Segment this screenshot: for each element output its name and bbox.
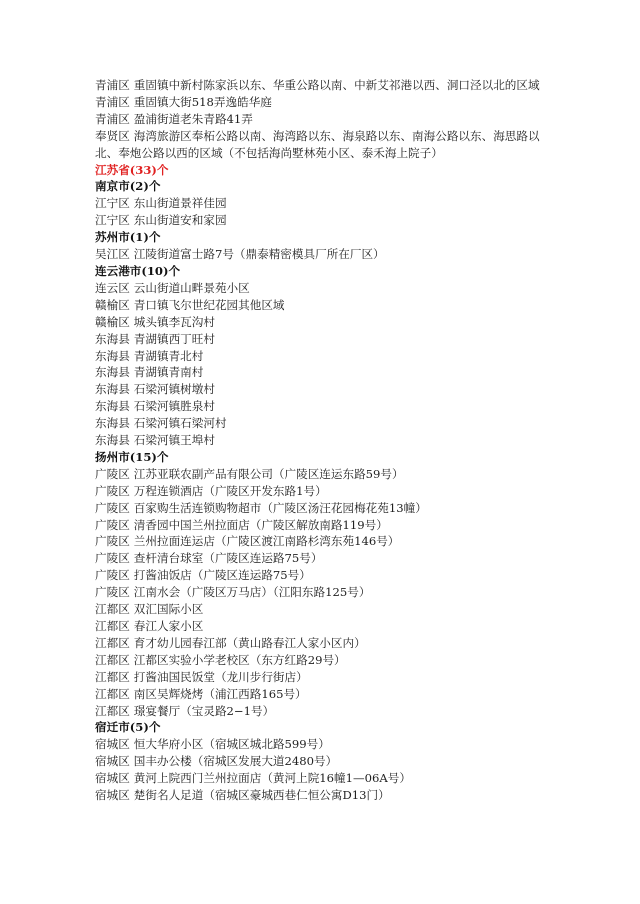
district-label: 青浦区 [95,94,130,109]
district-label: 青浦区 [95,78,130,92]
location-text: 查杆清台球室（广陵区连运路75号） [133,551,323,566]
location-entry [95,348,550,365]
location-entry [95,314,550,331]
district-label: 连云区 [95,280,130,295]
district-label: 广陵区 [95,534,130,549]
location-entry [95,753,550,770]
location-entry [95,686,550,703]
location-entry [95,111,550,128]
location-text: 东山街道景祥佳园 [133,196,227,211]
location-entry [95,584,550,601]
location-text: 青口镇飞尔世纪花园其他区域 [133,297,285,312]
location-entry [95,652,550,669]
district-label: 江都区 [95,703,130,718]
location-text: 云山街道山畔景苑小区 [133,280,250,295]
district-label: 江都区 [95,635,130,650]
district-label: 东海县 [95,382,130,397]
location-entry [95,415,550,432]
location-entry [95,77,550,94]
district-label: 江都区 [95,602,130,617]
city-heading: 连云港市(10)个 [95,263,181,278]
location-text: 打酱油国民饭堂（龙川步行街店） [133,669,308,684]
location-entry [95,432,550,449]
location-text: 璟宴餐厅（宝灵路2−1号） [133,703,275,718]
location-text: 青湖镇青南村 [133,365,204,380]
city-heading: 南京市(2)个 [95,179,161,194]
document-body [95,77,550,804]
district-label: 吴江区 [95,247,130,262]
location-entry [95,517,550,534]
district-label: 东海县 [95,348,130,363]
district-label: 江宁区 [95,196,130,211]
location-entry [95,703,550,720]
location-text: 清香园中国兰州拉面店（广陵区解放南路119号） [133,517,388,532]
location-text: 黄河上院西门兰州拉面店（黄河上院16幢1—06A号） [133,771,411,786]
location-text: 双汇国际小区 [133,602,204,617]
district-label: 宿城区 [95,754,130,769]
location-text: 青湖镇西丁旺村 [133,331,215,346]
location-text: 育才幼儿园春江部（黄山路春江人家小区内） [133,635,366,650]
location-text: 兰州拉面连运店（广陵区渡江南路杉湾东苑146号） [133,534,400,549]
district-label: 赣榆区 [95,314,130,329]
location-entry [95,500,550,517]
location-text: 东山街道安和家园 [133,213,227,228]
district-label: 东海县 [95,416,130,431]
location-text: 江陵街道富士路7号（鼎泰精密模具厂所在厂区） [133,247,385,262]
location-text: 江南水会（广陵区万马店）（江阳东路125号） [133,585,371,600]
location-entry [95,398,550,415]
district-label: 宿城区 [95,788,130,803]
district-label: 宿城区 [95,737,130,752]
location-entry [95,195,550,212]
location-text: 国丰办公楼（宿城区发展大道2480号） [133,754,338,769]
location-text: 石梁河镇石梁河村 [133,416,227,431]
city-heading: 苏州市(1)个 [95,230,161,245]
district-label: 赣榆区 [95,297,130,312]
district-label: 广陵区 [95,500,130,515]
district-label: 江都区 [95,652,130,667]
district-label: 奉贤区 [95,128,130,143]
location-entry [95,533,550,550]
district-label: 广陵区 [95,517,130,532]
location-entry [95,669,550,686]
location-entry [95,550,550,567]
location-text: 江都区实验小学老校区（东方红路29号） [133,652,346,667]
district-label: 广陵区 [95,483,130,498]
city-heading: 宿迁市(5)个 [95,720,161,735]
location-entry [95,635,550,652]
location-text: 石梁河镇树墩村 [133,382,215,397]
location-entry [95,601,550,618]
location-text: 恒大华府小区（宿城区城北路599号） [133,737,330,752]
location-entry [95,94,550,111]
district-label: 广陵区 [95,551,130,566]
district-label: 东海县 [95,331,130,346]
location-entry [95,567,550,584]
province-heading: 江苏省(33)个 [95,162,169,177]
district-label: 东海县 [95,399,130,414]
location-entry [95,483,550,500]
district-label: 广陵区 [95,585,130,600]
district-label: 江都区 [95,619,130,633]
district-label: 广陵区 [95,466,130,481]
location-entry [95,280,550,297]
location-text: 石梁河镇王埠村 [133,433,215,448]
district-label: 广陵区 [95,568,130,583]
location-entry [95,770,550,787]
location-text: 海湾旅游区奉柘公路以南、海湾路以东、海泉路以东、南海公路以东、海思路以北、奉炮公路以西的区域（不包括海尚墅林苑小区、泰禾海上院子） [95,128,540,160]
location-entry [95,364,550,381]
location-entry [95,128,550,162]
location-text: 重固镇中新村陈家浜以东、华重公路以南、中新艾祁港以西、洞口泾以北的区域 [133,78,540,92]
city-heading: 扬州市(15)个 [95,449,169,464]
location-text: 打酱油饭店（广陵区连运路75号） [133,568,311,583]
location-text: 楚街名人足道（宿城区豪城西巷仁恒公寓D13门） [133,788,390,803]
location-entry [95,297,550,314]
location-text: 城头镇李瓦沟村 [133,314,215,329]
location-entry [95,736,550,753]
district-label: 东海县 [95,433,130,448]
location-entry [95,466,550,483]
district-label: 江都区 [95,686,130,701]
location-entry [95,787,550,804]
location-text: 百家购生活连锁购物超市（广陵区汤汪花园梅花苑13幢） [133,500,427,515]
location-text: 盈浦街道老朱青路41弄 [133,111,253,126]
location-text: 重固镇大街518弄逸皓华庭 [133,94,272,109]
location-text: 南区吴辉烧烤（浦江西路165号） [133,686,307,701]
district-label: 青浦区 [95,111,130,126]
district-label: 江都区 [95,669,130,684]
location-text: 石梁河镇胜泉村 [133,399,215,414]
location-entry [95,618,550,635]
location-text: 万程连锁酒店（广陵区开发东路1号） [133,483,327,498]
district-label: 江宁区 [95,213,130,228]
location-entry [95,331,550,348]
location-text: 江苏亚联农副产品有限公司（广陵区连运东路59号） [133,466,404,481]
location-text: 青湖镇青北村 [133,348,204,363]
district-label: 东海县 [95,365,130,380]
location-text: 春江人家小区 [133,619,204,633]
location-entry [95,246,550,263]
location-entry [95,212,550,229]
district-label: 宿城区 [95,771,130,786]
location-entry [95,381,550,398]
